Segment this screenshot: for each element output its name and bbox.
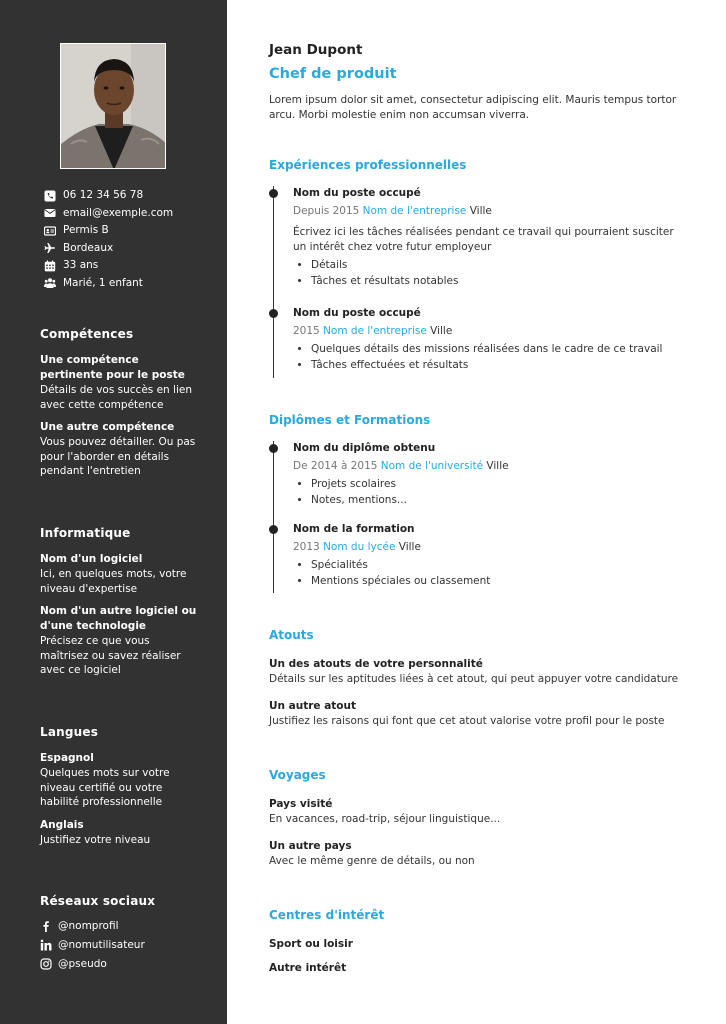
entry-org: Nom de l'université xyxy=(380,460,484,472)
interest-item-title: Autre intérêt xyxy=(269,962,347,974)
contact-phone[interactable] xyxy=(44,187,173,205)
candidate-name: Jean Dupont xyxy=(269,42,363,58)
plane-icon xyxy=(44,242,56,254)
entry-org: Nom de l'entreprise xyxy=(362,205,467,217)
entry-date: Depuis 2015 xyxy=(293,205,360,217)
email-icon xyxy=(44,207,56,219)
entry-desc: Écrivez ici les tâches réalisées pendant ce travail qui pourraient susciter un intérêt chez votre futur employeur xyxy=(293,226,674,253)
social-linkedin-text: @nomutilisateur xyxy=(58,938,145,951)
facebook-icon xyxy=(40,920,52,932)
phone-icon xyxy=(44,190,56,202)
social-facebook[interactable] xyxy=(40,916,200,935)
education-entry xyxy=(293,441,683,508)
contact-license-text: Permis B xyxy=(63,224,109,237)
id-card-icon xyxy=(44,225,56,237)
bullet-item: • Spécialités xyxy=(311,558,683,574)
calendar-icon xyxy=(44,260,56,272)
entry-city: Ville xyxy=(398,541,421,553)
entry-title: Nom de la formation xyxy=(293,523,415,535)
strength-item xyxy=(269,657,689,687)
it-item-desc: Ici, en quelques mots, votre niveau d'expertise xyxy=(40,568,187,595)
social-instagram-text: @pseudo xyxy=(58,957,107,970)
contact-city-text: Bordeaux xyxy=(63,241,114,254)
timeline-dot xyxy=(269,189,278,198)
experience-entry xyxy=(293,306,683,373)
profile-photo-illustration xyxy=(61,44,166,169)
it-item-desc: Précisez ce que vous maîtrisez ou savez réaliser avec ce logiciel xyxy=(40,635,181,676)
contact-phone-text: 06 12 34 56 78 xyxy=(63,189,144,202)
travel-item xyxy=(269,839,689,869)
entry-meta xyxy=(293,540,683,555)
linkedin-icon xyxy=(40,939,52,951)
timeline-dot xyxy=(269,525,278,534)
it-section xyxy=(40,526,200,686)
strength-item-desc: Justifiez les raisons qui font que cet atout valorise votre profil pour le poste xyxy=(269,715,665,727)
travel-item-desc: En vacances, road-trip, séjour linguistique... xyxy=(269,813,501,825)
travel-item-desc: Avec le même genre de détails, ou non xyxy=(269,855,475,867)
intro-text: Lorem ipsum dolor sit amet, consectetur adipiscing elit. Mauris tempus tortor arcu. Morbi molestie enim non accumsan viverra. xyxy=(269,94,677,121)
contact-email[interactable] xyxy=(44,205,173,223)
contact-age xyxy=(44,257,173,275)
skills-section xyxy=(40,327,200,487)
languages-section xyxy=(40,725,200,855)
instagram-icon xyxy=(40,958,52,970)
bullet-item: • Quelques détails des missions réalisées dans le cadre de ce travail xyxy=(311,342,683,358)
entry-date: 2015 xyxy=(293,325,320,337)
interests-title: Centres d'intérêt xyxy=(269,908,385,922)
language-item-title: Espagnol xyxy=(40,752,94,764)
entry-meta xyxy=(293,204,683,219)
entry-org: Nom du lycée xyxy=(323,541,396,553)
bullet-item: • Tâches et résultats notables xyxy=(311,274,683,290)
interest-item-title: Sport ou loisir xyxy=(269,938,353,950)
timeline-line xyxy=(273,441,274,593)
education-title: Diplômes et Formations xyxy=(269,413,431,427)
language-item-desc: Quelques mots sur votre niveau certifié ou votre habilité professionnelle xyxy=(40,767,170,808)
entry-org: Nom de l'entreprise xyxy=(323,325,427,337)
entry-bullets xyxy=(293,477,683,508)
languages-title: Langues xyxy=(40,725,99,739)
job-title: Chef de produit xyxy=(269,66,397,82)
contact-family-text: Marié, 1 enfant xyxy=(63,276,143,289)
it-item-title: Nom d'un logiciel xyxy=(40,553,143,565)
bullet-item: • Mentions spéciales ou classement xyxy=(311,574,683,590)
entry-title: Nom du poste occupé xyxy=(293,187,421,199)
contact-age-text: 33 ans xyxy=(63,259,99,272)
travel-item-title: Pays visité xyxy=(269,798,333,810)
timeline-dot xyxy=(269,309,278,318)
bullet-item: • Notes, mentions... xyxy=(311,493,683,509)
language-item-desc: Justifiez votre niveau xyxy=(40,833,151,846)
entry-title: Nom du diplôme obtenu xyxy=(293,442,436,454)
entry-city: Ville xyxy=(486,460,509,472)
it-item-title: Nom d'un autre logiciel ou d'une technologie xyxy=(40,605,197,632)
entry-city: Ville xyxy=(430,325,453,337)
skill-item-title: Une compétence pertinente pour le poste xyxy=(40,354,185,381)
timeline-line xyxy=(273,186,274,378)
entry-city: Ville xyxy=(469,205,492,217)
contact-license xyxy=(44,222,173,240)
entry-meta xyxy=(293,459,683,474)
timeline-dot xyxy=(269,444,278,453)
contact-email-text: email@exemple.com xyxy=(63,206,174,219)
strength-item-desc: Détails sur les aptitudes liées à cet atout, qui peut appuyer votre candidature xyxy=(269,673,679,685)
entry-date: 2013 xyxy=(293,541,320,553)
entry-meta xyxy=(293,324,683,339)
interest-item xyxy=(269,961,689,976)
entry-date: De 2014 à 2015 xyxy=(293,460,378,472)
bullet-item: • Tâches effectuées et résultats xyxy=(311,358,683,374)
education-entry xyxy=(293,522,683,589)
social-facebook-text: @nomprofil xyxy=(58,919,119,932)
social-linkedin[interactable] xyxy=(40,935,200,954)
social-title: Réseaux sociaux xyxy=(40,894,156,908)
sidebar xyxy=(0,0,227,1024)
social-section xyxy=(40,894,200,973)
skills-title: Compétences xyxy=(40,327,134,341)
contact-family xyxy=(44,275,173,293)
strength-item-title: Un des atouts de votre personnalité xyxy=(269,658,483,670)
bullet-item: • Projets scolaires xyxy=(311,477,683,493)
contact-list xyxy=(44,187,173,292)
profile-photo xyxy=(60,43,166,169)
social-instagram[interactable] xyxy=(40,954,200,973)
skill-item-desc: Détails de vos succès en lien avec cette compétence xyxy=(40,384,192,411)
experience-entry xyxy=(293,186,683,289)
contact-city xyxy=(44,240,173,258)
bullet-item: • Détails xyxy=(311,258,683,274)
strengths-title: Atouts xyxy=(269,628,314,642)
language-item-title: Anglais xyxy=(40,818,84,831)
entry-bullets xyxy=(293,342,683,373)
skill-item-title: Une autre compétence xyxy=(40,421,175,433)
entry-bullets xyxy=(293,258,683,289)
entry-title: Nom du poste occupé xyxy=(293,307,421,319)
travel-item xyxy=(269,797,689,827)
travels-title: Voyages xyxy=(269,768,326,782)
family-icon xyxy=(44,277,56,289)
travel-item-title: Un autre pays xyxy=(269,840,352,852)
skill-item-desc: Vous pouvez détailler. Ou pas pour l'aborder en détails pendant l'entretien xyxy=(40,436,196,477)
entry-bullets xyxy=(293,558,683,589)
strength-item xyxy=(269,699,689,729)
experience-title: Expériences professionnelles xyxy=(269,158,467,172)
it-title: Informatique xyxy=(40,526,131,540)
interest-item xyxy=(269,937,689,952)
strength-item-title: Un autre atout xyxy=(269,700,357,712)
